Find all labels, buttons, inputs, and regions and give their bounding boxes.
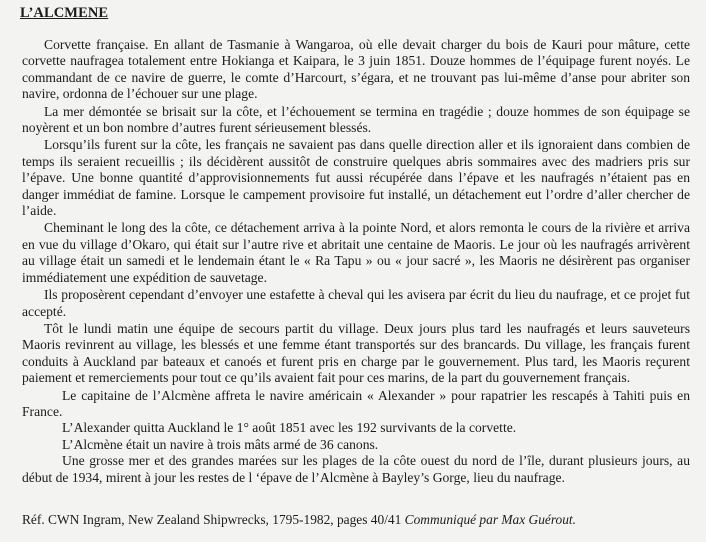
paragraph: Tôt le lundi matin une équipe de secours partit du village. Deux jours plus tard les naufragés et leurs sauveteurs Maoris revinrent au village, les blessés et une femme étant transportés sur des brancards. Du village, les français furent conduits à Auckland par bateaux et canoés et furent pris en charge par le gouvernement. Plus tard, les Maoris reçurent paiement et remerciements pour tout ce qu’ils avaient fait pour ces marins, de la part du gouvernement français. [22, 320, 690, 386]
document-body [22, 37, 690, 486]
paragraph: Cheminant le long des la côte, ce détachement arriva à la pointe Nord, et alors remonta le cours de la rivière et arriva en vue du village d’Okaro, qui était sur l’autre rive et abritait une centaine de Maoris. Le jour où les naufragés arrivèrent au village était un samedi et le lendemain étant le « Ra Tapu » ou « jour sacré », les Maoris ne désirèrent pas organiser immédiatement une expédition de sauvetage. [22, 220, 690, 285]
paragraph: Une grosse mer et des grandes marées sur les plages de la côte ouest du nord de l’île, durant plusieurs jours, au début de 1934, mirent à jour les restes de l ‘épave de l’Alcmène à Bayley’s Gorge, lieu du naufrage. [22, 453, 690, 485]
paragraph: L’Alexander quitta Auckland le 1° août 1851 avec les 192 survivants de la corvette. [62, 420, 517, 436]
reference-citation: Réf. CWN Ingram, New Zealand Shipwrecks, 1795-1982, pages 40/41 [22, 512, 405, 527]
paragraph: Lorsqu’ils furent sur la côte, les français ne savaient pas dans quelle direction aller et ils ignoraient dans combien de temps ils seraient recueillis ; ils décidèrent aussitôt de construire quelques abris sommaires avec des madriers pris sur l’épave. Une bonne quantité d’approvisionnements fut aussi récupérée dans l’épave et les naufragés n’étaient pas en danger immédiat de famine. Lorsque le campement provisoire fut installé, un détachement eut l’ordre d’aller chercher de l’aide. [22, 137, 690, 219]
document-title: L’ALCMENE [20, 5, 109, 21]
reference-credit: Communiqué par Max Guérout. [404, 512, 577, 527]
reference-line [22, 512, 702, 528]
paragraph: Le capitaine de l’Alcmène affreta le navire américain « Alexander » pour rapatrier les rescapés à Tahiti puis en France. [22, 387, 690, 419]
paragraph: Corvette française. En allant de Tasmanie à Wangaroa, où elle devait charger du bois de Kauri pour mâture, cette corvette naufragea totalement entre Hokianga et Kaipara, le 3 juin 1851. Douze hommes de l’équipage furent noyés. Le commandant de ce navire de guerre, le comte d’Harcourt, s’égara, et ne trouvant pas lui-même d’anse pour abriter son navire, ordonna de l’échouer sur une plage. [22, 37, 690, 102]
paragraph: La mer démontée se brisait sur la côte, et l’échouement se termina en tragédie ; douze hommes de son équipage se noyèrent et un bon nombre d’autres furent sérieusement blessés. [22, 103, 690, 136]
paragraph: Ils proposèrent cependant d’envoyer une estafette à cheval qui les avisera par écrit du lieu du naufrage, et ce projet fut accepté. [22, 287, 690, 319]
paragraph: L’Alcmène était un navire à trois mâts armé de 36 canons. [62, 436, 379, 452]
